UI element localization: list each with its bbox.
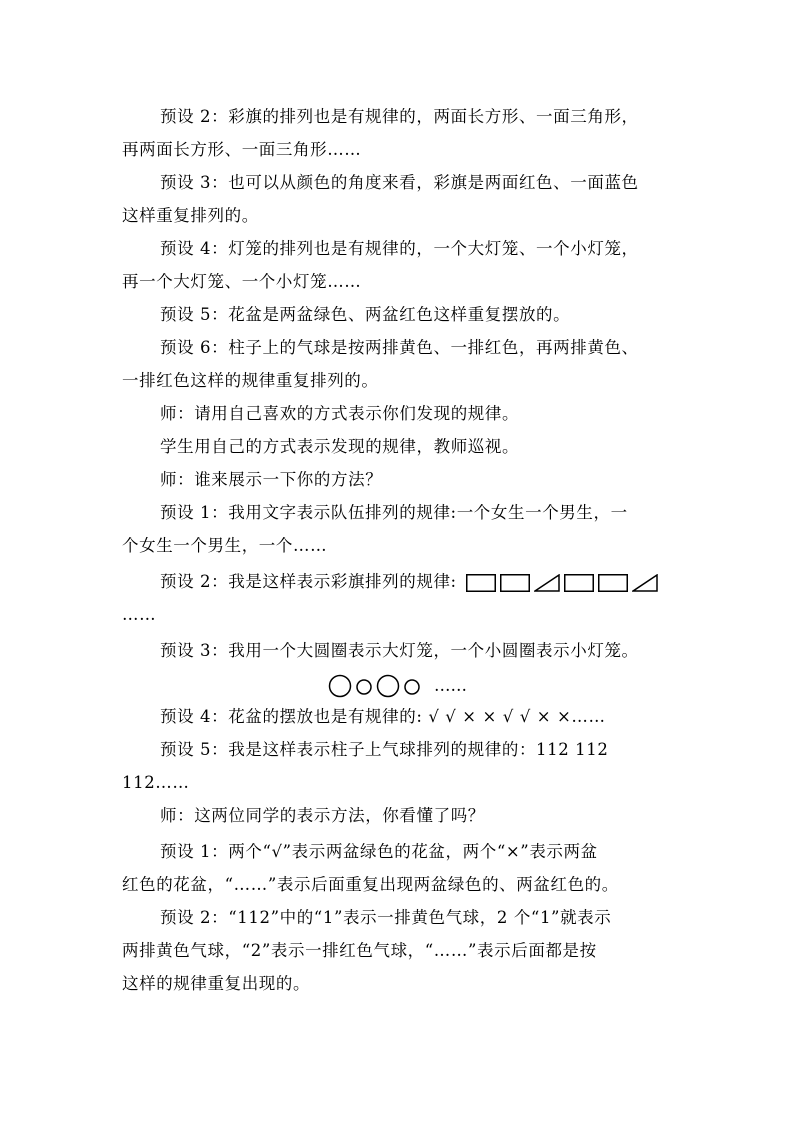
text-line: 再一个大灯笼、一个小灯笼…… (122, 272, 362, 291)
text-line: 预设 3：我用一个大圆圈表示大灯笼，一个小圆圈表示小灯笼。 (160, 641, 639, 660)
text-line: 红色的花盆，“……”表示后面重复出现两盆绿色的、两盆红色的。 (122, 875, 619, 894)
text-line: 预设 2：“112”中的“1”表示一排黄色气球，2 个“1”就表示 (160, 908, 612, 927)
text-line: 预设 4：灯笼的排列也是有规律的，一个大灯笼、一个小灯笼， (160, 239, 639, 258)
rectangle-icon (598, 574, 628, 592)
text-line: 师：请用自己喜欢的方式表示你们发现的规律。 (160, 404, 520, 423)
text-line: 预设 2：我是这样表示彩旗排列的规律: (160, 572, 457, 591)
small-circle-icon (355, 674, 373, 698)
text-line: …… (122, 605, 157, 624)
text-line: 预设 6：柱子上的气球是按两排黄色、一排红色，再两排黄色、 (160, 338, 639, 357)
text-line: 两排黄色气球，“2”表示一排红色气球，“……”表示后面都是按 (122, 941, 597, 960)
flag-pattern (466, 574, 658, 592)
big-circle-icon (328, 674, 352, 698)
text-line: 112…… (122, 773, 190, 792)
text-line: 再两面长方形、一面三角形…… (122, 140, 362, 159)
text-line: 个女生一个男生，一个…… (122, 536, 328, 555)
text-line: 学生用自己的方式表示发现的规律，教师巡视。 (160, 437, 520, 456)
text-line: 预设 1：我用文字表示队伍排列的规律:一个女生一个男生，一 (160, 503, 628, 522)
text-line: 预设 2：彩旗的排列也是有规律的，两面长方形、一面三角形， (160, 107, 639, 126)
text-line: 这样的规律重复出现的。 (122, 974, 311, 993)
big-circle-icon (376, 674, 400, 698)
text-line: 预设 3：也可以从颜色的角度来看，彩旗是两面红色、一面蓝色 (160, 173, 639, 192)
rectangle-icon (500, 574, 530, 592)
text-line: 预设 5：花盆是两盆绿色、两盆红色这样重复摆放的。 (160, 305, 571, 324)
ellipsis-text: …… (434, 676, 467, 695)
text-line: 师：谁来展示一下你的方法？ (160, 470, 383, 489)
triangle-icon (534, 574, 560, 592)
small-circle-icon (403, 674, 421, 698)
rectangle-icon (466, 574, 496, 592)
text-line: 预设 5：我是这样表示柱子上气球排列的规律的：112 112 (160, 740, 609, 759)
rectangle-icon (564, 574, 594, 592)
text-line: 师：这两位同学的表示方法，你看懂了吗？ (160, 806, 485, 825)
text-line: 一排红色这样的规律重复排列的。 (122, 371, 379, 390)
text-line: 这样重复排列的。 (122, 206, 259, 225)
text-line: 预设 4：花盆的摆放也是有规律的: √ √ × × √ √ × ×…… (160, 707, 606, 726)
lantern-pattern (328, 674, 467, 698)
triangle-icon (632, 574, 658, 592)
text-line: 预设 1：两个“√”表示两盆绿色的花盆，两个“×”表示两盆 (160, 842, 598, 861)
text-line-with-shapes (160, 570, 658, 594)
